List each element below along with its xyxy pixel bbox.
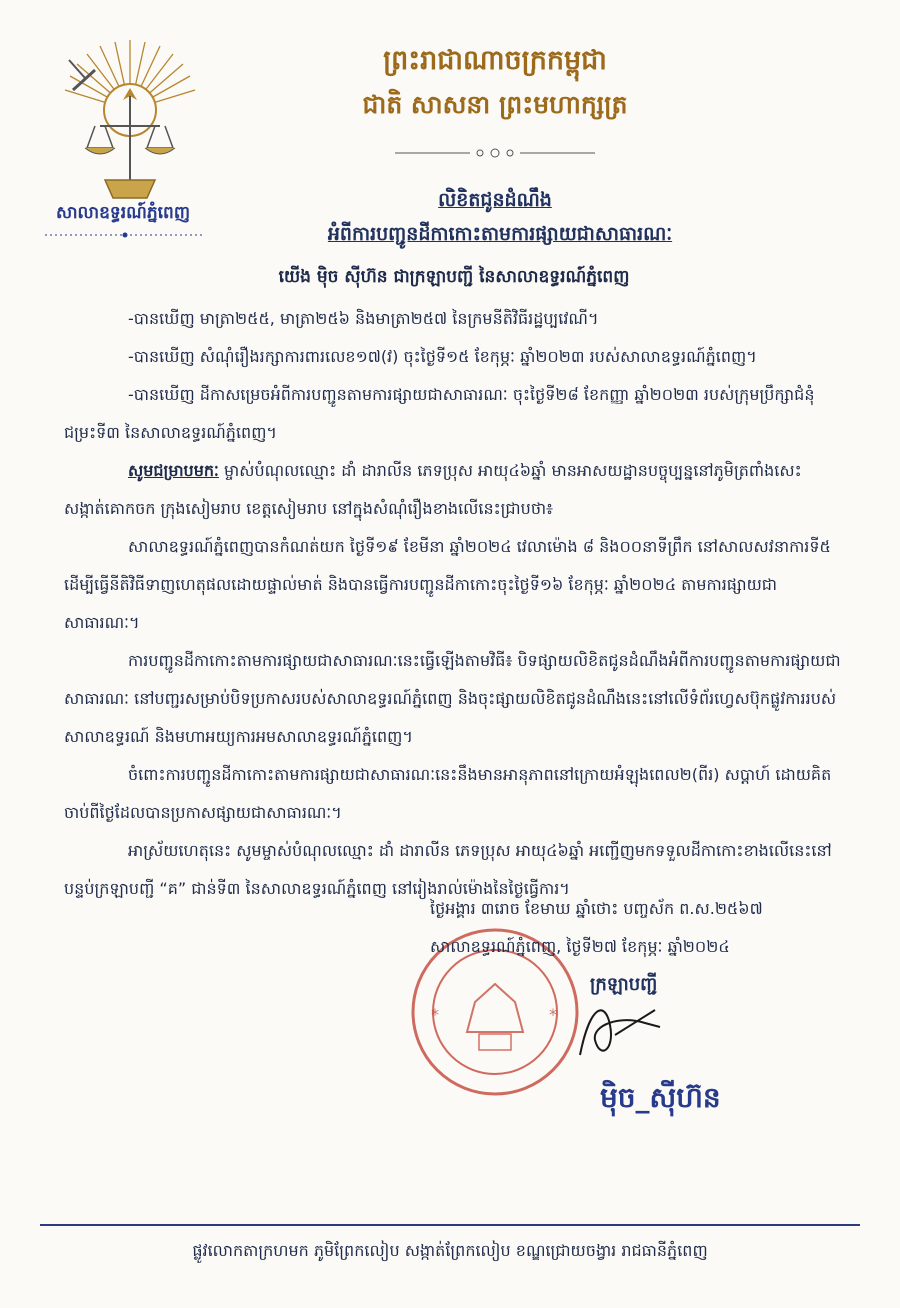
court-name: សាលាឧទ្ធរណ៍ភ្នំពេញ [55,203,191,223]
legal-basis-2: -បានឃើញ សំណុំរឿងរក្សាការពារលេខ១៧(វ) ចុះថ្ងៃទី១៥ ខែកុម្ភៈ ឆ្នាំ២០២៣ របស់សាលាឧទ្ធរណ៍ភ្នំពេញ។ [128,347,757,366]
lunar-date: ថ្ងៃអង្គារ ៣រោច ខែមាឃ ឆ្នាំថោះ បញ្ចស័ក ព.ស.២៥៦៧ [430,899,763,918]
signer-name: ម៉ិច_ស៊ីហ៊ន [600,1081,721,1114]
legal-basis-1: -បានឃើញ មាត្រា២៥៥, មាត្រា២៥៦ និងមាត្រា២៥៧ នៃក្រមនីតិវិធីរដ្ឋប្បវេណី។ [128,309,599,328]
national-motto: ជាតិ សាសនា ព្រះមហាក្សត្រ [362,90,628,119]
effect-paragraph: ចំពោះការបញ្ជូនដីកាកោះតាមការផ្សាយជាសាធារណៈនេះនឹងមានអានុភាពនៅក្រោយអំឡុងពេល២(ពីរ) សប្តាហ៍ ដោយគិតចាប់ពីថ្ងៃដែលបានប្រកាសផ្សាយជាសាធារណៈ។ [64,765,832,822]
summons-paragraph: អាស្រ័យហេតុនេះ សូមម្ចាស់បំណុលឈ្មោះ ដាំ ដារាលីន ភេទប្រុស អាយុ៤៦ឆ្នាំ អញ្ជើញមកទទួលដីកាកោះខាងលើនេះនៅបន្ទប់ក្រឡាបញ្ជី “គ” ជាន់ទី៣ នៃសាលាឧទ្ធរណ៍ភ្នំពេញ នៅរៀងរាល់ម៉ោងនៃថ្ងៃធ្វើការ។ [64,841,832,898]
footer-address: ផ្លូវលោកតាក្រហមក ភូមិព្រែកលៀប សង្កាត់ព្រែកលៀប ខណ្ឌជ្រោយចង្វារ រាជធានីភ្នំពេញ [192,1241,708,1260]
document-type: លិខិតជូនដំណឹង [438,189,552,211]
court-emblem-icon [55,30,205,210]
signer-title: ក្រឡាបញ្ជី [590,974,658,995]
handwritten-signature [560,985,670,1075]
notification-paragraph [64,452,844,528]
legal-basis-3: -បានឃើញ ដីកាសម្រេចអំពីការបញ្ជូនតាមការផ្សាយជាសាធារណៈ ចុះថ្ងៃទី២៨ ខែកញ្ញា ឆ្នាំ២០២៣ របស់ក្រុមប្រឹក្សាជំនុំជម្រះទី៣ នៃសាលាឧទ្ធរណ៍ភ្នំពេញ។ [64,385,815,442]
kingdom-title: ព្រះរាជាណាចក្រកម្ពុជា [383,45,607,76]
footer-rule [40,1224,860,1226]
notification-label: សូមជម្រាបមកៈ [128,461,219,480]
document-body [64,258,844,908]
svg-text:*: * [549,1005,557,1024]
place-and-date: សាលាឧទ្ធរណ៍ភ្នំពេញ, ថ្ងៃទី២៧ ខែកុម្ភៈ ឆ្នាំ២០២៤ [430,937,730,956]
header-ornament [390,146,600,160]
svg-text:*: * [431,1005,439,1024]
hearing-paragraph: សាលាឧទ្ធរណ៍ភ្នំពេញបានកំណត់យក ថ្ងៃទី១៩ ខែមីនា ឆ្នាំ២០២៤ វេលាម៉ោង ៨ និង០០នាទីព្រឹក នៅសាលសវនាការទី៥ ដើម្បីធ្វើនីតិវិធីទាញហេតុផលដោយផ្ទាល់មាត់ និងបានធ្វើការបញ្ជូនដីកាកោះចុះថ្ងៃទី១៦ ខែកុម្ភៈ ឆ្នាំ២០២៤ តាមការផ្សាយជាសាធារណៈ។ [64,537,831,632]
document-subject: អំពីការបញ្ជូនដីកាកោះតាមការផ្សាយជាសាធារណៈ [327,223,673,245]
issuer-statement: យើង ម៉ិច ស៊ីហ៊ន ជាក្រឡាបញ្ជី នៃសាលាឧទ្ធរណ៍ភ្នំពេញ [278,267,630,287]
notification-text: ម្ចាស់បំណុលឈ្មោះ ដាំ ដារាលីន ភេទប្រុស អាយុ៤៦ឆ្នាំ មានអាសយដ្ឋានបច្ចុប្បន្ននៅភូមិត្រពាំងសេះ សង្កាត់គោកចក ក្រុងសៀមរាប ខេត្តសៀមរាប នៅក្នុងសំណុំរឿងខាងលើនេះជ្រាបថា៖ [64,461,802,518]
method-paragraph: ការបញ្ជូនដីកាកោះតាមការផ្សាយជាសាធារណៈនេះធ្វើឡើងតាមវិធី៖ បិទផ្សាយលិខិតជូនដំណឹងអំពីការបញ្ជូនតាមការផ្សាយជាសាធារណៈ នៅបញ្ជរសម្រាប់បិទប្រកាសរបស់សាលាឧទ្ធរណ៍ភ្នំពេញ និងចុះផ្សាយលិខិតជូនដំណឹងនេះនៅលើទំព័រហ្វេសប៊ុកផ្លូវការរបស់សាលាឧទ្ធរណ៍ និងមហាអយ្យការអមសាលាឧទ្ធរណ៍ភ្នំពេញ។ [64,651,841,746]
